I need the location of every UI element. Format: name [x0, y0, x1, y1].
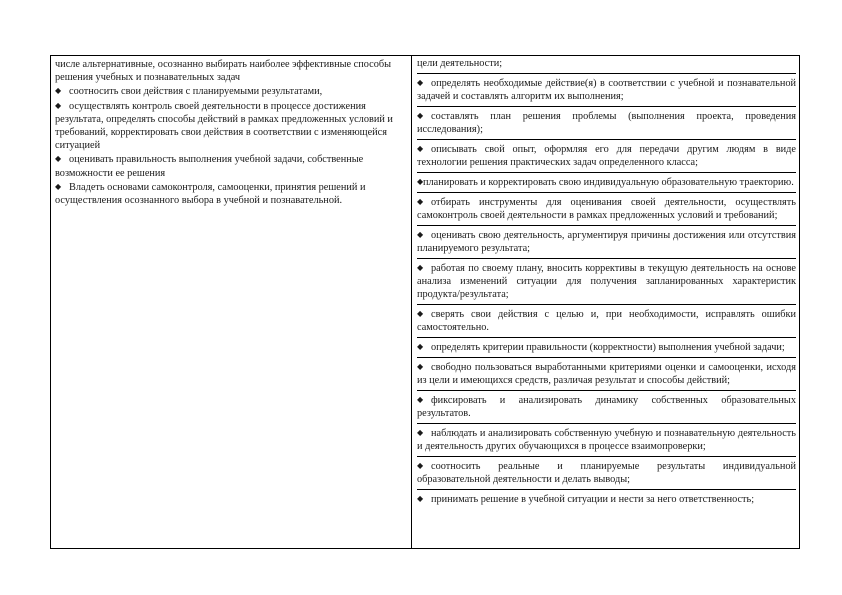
list-item-text: оценивать правильность выполнения учебной задачи, собственные возможности ее решения — [55, 154, 364, 179]
list-item-text: оценивать свою деятельность, аргументируя причины достижения или отсутствия планируемого результата; — [417, 230, 796, 254]
diamond-bullet-icon: ◆ — [55, 154, 62, 164]
list-item — [417, 305, 796, 338]
list-item — [417, 338, 796, 358]
diamond-bullet-icon: ◆ — [417, 362, 424, 371]
list-item-text: отбирать инструменты для оценивания своей деятельности, осуществлять самоконтроль своей деятельности в рамках предложенных условий и требований; — [417, 197, 796, 221]
diamond-bullet-icon: ◆ — [55, 100, 62, 110]
diamond-bullet-icon: ◆ — [417, 144, 424, 153]
list-item — [417, 424, 796, 457]
diamond-bullet-icon: ◆ — [417, 428, 424, 437]
list-item — [55, 180, 409, 207]
list-item — [417, 457, 796, 490]
diamond-bullet-icon: ◆ — [417, 309, 424, 318]
list-item-text: работая по своему плану, вносить коррективы в текущую деятельность на основе анализа изменений ситуации для получения запланированных характеристик продукта/результата; — [417, 263, 796, 300]
list-item — [417, 391, 796, 424]
list-item — [417, 74, 796, 107]
list-item — [55, 99, 409, 153]
list-item — [417, 490, 796, 509]
list-item — [417, 140, 796, 173]
list-item — [417, 226, 796, 259]
list-item — [417, 173, 796, 193]
table-column-left — [51, 56, 412, 548]
list-item — [417, 259, 796, 305]
list-item — [55, 152, 409, 179]
diamond-bullet-icon: ◆ — [417, 461, 424, 470]
diamond-bullet-icon: ◆ — [417, 78, 424, 87]
diamond-bullet-icon: ◆ — [417, 177, 424, 186]
diamond-bullet-icon: ◆ — [417, 197, 424, 206]
list-item-text: определять необходимые действие(я) в соответствии с учебной и познавательной задачей и составлять алгоритм их выполнения; — [417, 78, 796, 102]
list-item — [417, 193, 796, 226]
list-item-text: фиксировать и анализировать динамику собственных образовательных результатов. — [417, 395, 796, 419]
diamond-bullet-icon: ◆ — [55, 181, 62, 191]
table-column-right — [412, 56, 799, 548]
list-item — [417, 358, 796, 391]
list-item-text: принимать решение в учебной ситуации и нести за него ответственность; — [431, 494, 755, 505]
diamond-bullet-icon: ◆ — [417, 342, 424, 351]
list-item — [55, 84, 409, 98]
list-item-text: описывать свой опыт, оформляя его для передачи другим людям в виде технологии решения практических задач определенного класса; — [417, 144, 796, 168]
list-item-text: составлять план решения проблемы (выполнения проекта, проведения исследования); — [417, 111, 796, 135]
list-item-text: соотносить свои действия с планируемыми результатами, — [69, 86, 323, 98]
left-continuation-text: числе альтернативные, осознанно выбирать наиболее эффективные способы решения учебных и познавательных задач — [55, 59, 392, 84]
list-item-text: осуществлять контроль своей деятельности в процессе достижения результата, определять способы действий в рамках предложенных условий и требований, корректировать свои действия в соответствии с изменяющейся ситуацией — [55, 100, 393, 152]
diamond-bullet-icon: ◆ — [417, 395, 424, 404]
list-item-text: наблюдать и анализировать собственную учебную и познавательную деятельность и деятельность других обучающихся в процессе взаимопроверки; — [417, 428, 796, 452]
diamond-bullet-icon: ◆ — [417, 494, 424, 503]
list-item-text: планировать и корректировать свою индивидуальную образовательную траекторию. — [423, 177, 794, 188]
list-item — [417, 107, 796, 140]
list-item-text: Владеть основами самоконтроля, самооценки, принятия решений и осуществления осознанного выбора в учебной и познавательной. — [55, 181, 366, 207]
right-continuation-text: цели деятельности; — [417, 57, 796, 74]
list-item-text: свободно пользоваться выработанными критериями оценки и самооценки, исходя из цели и имеющихся средств, различая результат и способы действий; — [417, 362, 796, 386]
list-item-text: соотносить реальные и планируемые результаты индивидуальной образовательной деятельности и делать выводы; — [417, 461, 796, 485]
list-item-text: сверять свои действия с целью и, при необходимости, исправлять ошибки самостоятельно. — [417, 309, 796, 333]
diamond-bullet-icon: ◆ — [417, 111, 424, 120]
requirements-table — [50, 55, 800, 549]
diamond-bullet-icon: ◆ — [417, 230, 424, 239]
diamond-bullet-icon: ◆ — [417, 263, 424, 272]
list-item-text: определять критерии правильности (корректности) выполнения учебной задачи; — [431, 342, 785, 353]
diamond-bullet-icon: ◆ — [55, 86, 62, 96]
